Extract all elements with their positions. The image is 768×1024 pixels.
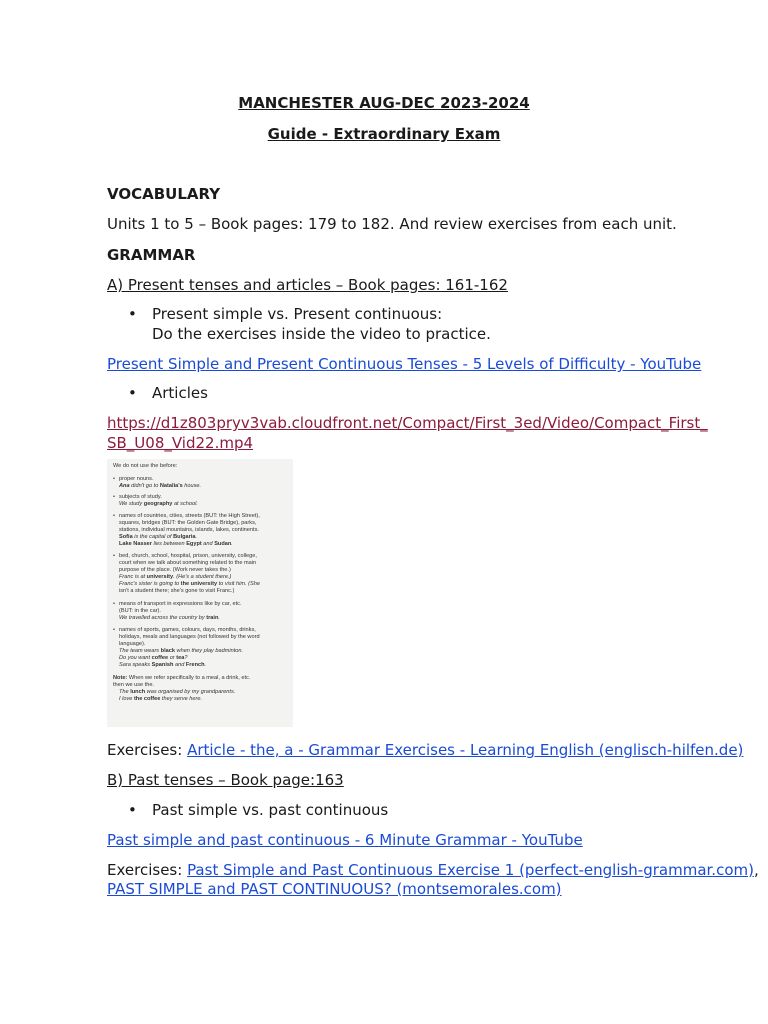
exercises-label: Exercises: [107, 741, 188, 759]
scan-line: bed, church, school, hospital, prison, university, college, [119, 553, 257, 559]
scan-line: purpose of the place. (Work never takes the.) [119, 567, 231, 573]
scan-line: subjects of study. [119, 494, 162, 500]
scan-bullet: • [113, 476, 115, 482]
bullet-marker: • [128, 801, 137, 819]
scan-example: Ana didn't go to Natalia's house. [119, 483, 202, 489]
scan-example: Do you want coffee or tea? [119, 655, 188, 661]
scan-line: holidays, meals and languages (not followed by the word [119, 634, 260, 640]
bullet-present-simple: Present simple vs. Present continuous: [152, 305, 443, 323]
bullet-present-simple-note: Do the exercises inside the video to practice. [152, 325, 491, 343]
scan-line: stations, individual mountains, islands, lakes, continents. [119, 527, 259, 533]
bullet-articles: Articles [152, 384, 208, 402]
scan-example: The team wears black when they play badminton. [119, 648, 244, 654]
articles-video-url-line2[interactable]: SB_U08_Vid22.mp4 [107, 434, 254, 452]
scan-example: Sofia is the capital of Bulgaria. [119, 534, 198, 540]
scan-line: (BUT: in the car). [119, 608, 161, 614]
section-b-title: B) Past tenses – Book page:163 [107, 771, 344, 789]
scan-example: I love the coffee they serve here. [119, 696, 203, 702]
scan-line: isn't a student there; she's gone to visit Franc.) [119, 588, 235, 594]
scan-line: names of sports, games, colours, days, months, drinks, [119, 627, 256, 633]
articles-textbook-image [107, 459, 293, 727]
scan-line: names of countries, cities, streets (BUT: the High Street), [119, 513, 260, 519]
scan-example: Lake Nasser lies between Egypt and Sudan. [119, 541, 233, 547]
bullet-past-simple: Past simple vs. past continuous [152, 801, 389, 819]
past-exercises-link-1[interactable]: Past Simple and Past Continuous Exercise 1 (perfect-english-grammar.com) [187, 861, 754, 879]
bullet-marker: • [128, 384, 137, 402]
scan-example: Franc is at university. (He's a student there.) [119, 574, 232, 580]
document-subtitle: Guide - Extraordinary Exam [267, 125, 501, 143]
document-title: MANCHESTER AUG-DEC 2023-2024 [238, 94, 530, 112]
articles-exercises [107, 741, 743, 759]
past-exercises [107, 861, 759, 879]
scan-line: squares, bridges (BUT: the Golden Gate Bridge), parks, [119, 520, 257, 526]
scan-line: then we use the. [113, 682, 155, 688]
scan-bullet: • [113, 627, 115, 633]
scan-intro: We do not use the before: [113, 463, 178, 469]
scan-bullet: • [113, 553, 115, 559]
past-exercises-link-2[interactable]: PAST SIMPLE and PAST CONTINUOUS? (montsemorales.com) [107, 880, 562, 898]
scan-bullet: • [113, 494, 115, 500]
articles-exercises-link[interactable]: Article - the, a - Grammar Exercises - Learning English (englisch-hilfen.de) [187, 741, 744, 759]
scan-bullet: • [113, 513, 115, 519]
present-tenses-video-link[interactable]: Present Simple and Present Continuous Tenses - 5 Levels of Difficulty - YouTube [107, 355, 702, 373]
scan-example: We travelled across the country by train. [119, 615, 220, 621]
scan-example: Sara speaks Spanish and French. [119, 662, 207, 668]
scan-example: The lunch was organised by my grandparents. [119, 689, 236, 695]
past-tenses-video-link[interactable]: Past simple and past continuous - 6 Minute Grammar - YouTube [107, 831, 583, 849]
scan-note: Note: When we refer specifically to a meal, a drink, etc. [113, 675, 251, 681]
comma: , [753, 861, 759, 879]
scan-bullet: • [113, 601, 115, 607]
vocabulary-text: Units 1 to 5 – Book pages: 179 to 182. And review exercises from each unit. [107, 215, 677, 233]
scan-example: Franc's sister is going to the university to visit him. (She [119, 581, 260, 587]
section-a-title: A) Present tenses and articles – Book pages: 161-162 [107, 276, 508, 294]
scan-line: proper nouns. [119, 476, 154, 482]
bullet-marker: • [128, 305, 137, 323]
scan-line: language). [119, 641, 146, 647]
grammar-heading: GRAMMAR [107, 246, 196, 264]
exercises-label: Exercises: [107, 861, 188, 879]
scan-example: We study geography at school. [119, 501, 198, 507]
scan-line: court when we talk about something related to the main [119, 560, 257, 566]
scan-line: means of transport in expressions like by car, etc. [119, 601, 242, 607]
articles-video-url-line1[interactable]: https://d1z803pryv3vab.cloudfront.net/Compact/First_3ed/Video/Compact_First_ [107, 414, 708, 432]
vocabulary-heading: VOCABULARY [107, 185, 221, 203]
